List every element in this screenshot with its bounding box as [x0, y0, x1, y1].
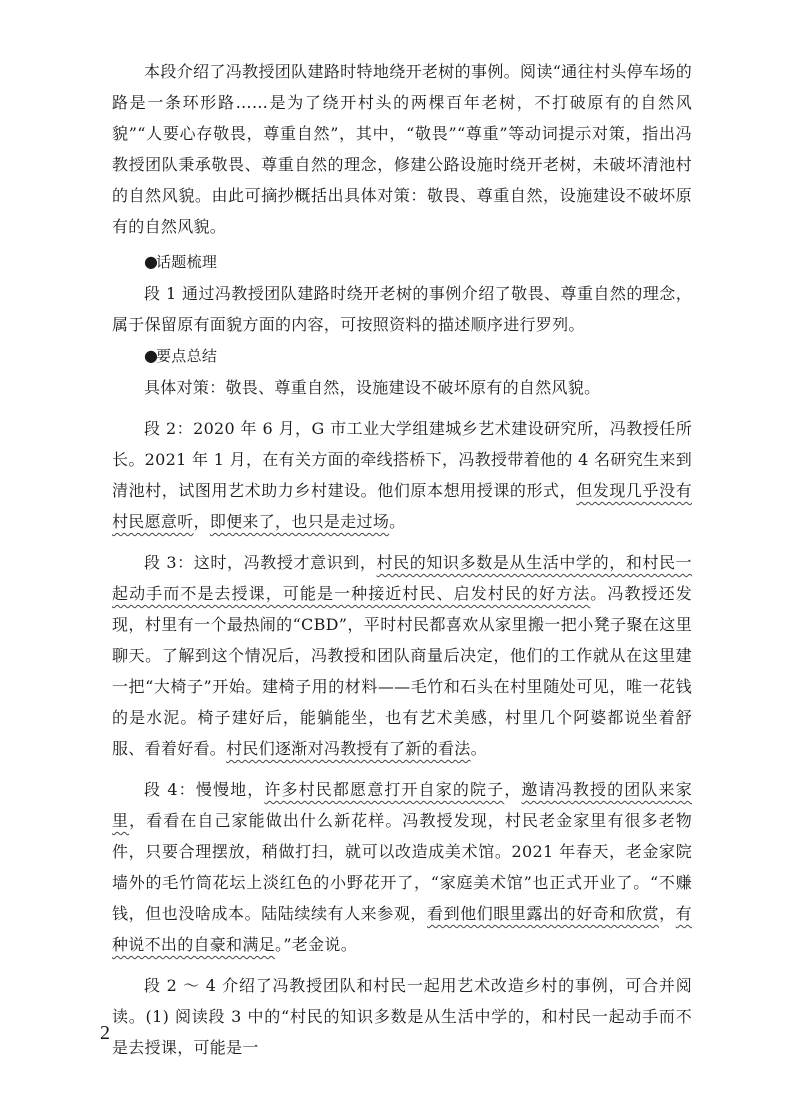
analysis-paragraph-1: 本段介绍了冯教授团队建路时特地绕开老树的事例。阅读“通往村头停车场的路是一条环形路……是为了绕开村头的两棵百年老树，不打破原有的自然风貌”“人要心存敬畏，尊重自然”，其中，“敬畏”“尊重”等动词提示对策，指出冯教授团队秉承敬畏、尊重自然的理念，修建公路设施时绕开老树，未破坏清池村的自然风貌。由此可摘抄概括出具体对策：敬畏、尊重自然，设施建设不破坏原有的自然风貌。 [112, 62, 692, 236]
topic-paragraph: 段 1 通过冯教授团队建路时绕开老树的事例介绍了敬畏、尊重自然的理念，属于保留原有面貌方面的内容，可按照资料的描述顺序进行罗列。 [112, 284, 692, 334]
topic-heading [112, 246, 692, 278]
source-paragraph-4: 段 4：慢慢地，许多村民都愿意打开自家的院子，邀请冯教授的团队来家里，看看在自己家能做出什么新花样。冯教授发现，村民老金家里有很多老物件，只要合理摆放，稍做打扫，就可以改造成美术馆。2021 年春天，老金家院墙外的毛竹筒花坛上淡红色的小野花开了，“家庭美术馆”也正式开业了。“不赚钱，但也没啥成本。陆陆续续有人来参观，看到他们眼里露出的好奇和欣赏，有种说不出的自豪和满足。”老金说。 [112, 780, 693, 954]
underlined-text: 邀请冯教授的团队来家里 [112, 780, 692, 830]
bullet-dot-icon: ● [144, 346, 159, 365]
underlined-text: 许多村民都愿意打开自家的院子 [264, 780, 505, 799]
summary-heading [112, 340, 692, 372]
analysis-paragraph-2: 段 2 ～ 4 介绍了冯教授团队和村民一起用艺术改造乡村的事例，可合并阅读。(1) 阅读段 3 中的“村民的知识多数是从生活中学的，和村民一起动手而不是去授课，可能是一 [112, 976, 692, 1057]
underlined-text: 但发现几乎没有村民愿意听 [112, 481, 692, 531]
source-paragraph-3: 段 3：这时，冯教授才意识到，村民的知识多数是从生活中学的，和村民一起动手而不是去授课，可能是一种接近村民、启发村民的好方法。冯教授还发现，村里有一个最热闹的“CBD”，平时村民都喜欢从家里搬一把小凳子聚在这里聊天。了解到这个情况后，冯教授和团队商量后决定，他们的工作就从在这里建一把“大椅子”开始。建椅子用的材料——毛竹和石头在村里随处可见，唯一花钱的是水泥。椅子建好后，能躺能坐，也有艺术美感，村里几个阿婆都说坐着舒服、看着好看。村民们逐渐对冯教授有了新的看法。 [112, 553, 692, 758]
page-number: 2 [100, 1022, 110, 1044]
source-paragraph-2: 段 2：2020 年 6 月，G 市工业大学组建城乡艺术建设研究所，冯教授任所长。2021 年 1 月，在有关方面的牵线搭桥下，冯教授带着他的 4 名研究生来到清池村，试图用艺术助力乡村建设。他们原本想用授课的形式，但发现几乎没有村民愿意听，即便来了，也只是走过场。 [112, 419, 692, 531]
underlined-text: 即便来了，也只是走过场 [209, 512, 390, 531]
underlined-text: 看到他们眼里露出的好奇和欣赏 [427, 904, 660, 923]
document-body [112, 56, 692, 1063]
topic-heading-text: 话题梳理 [156, 253, 218, 271]
underlined-text: 有种说不出的自豪和满足 [112, 904, 693, 954]
underlined-text: 村民的知识多数是从生活中学的，和村民一起动手而不是去授课，可能是一种接近村民、启发村民的好方法 [112, 553, 692, 603]
summary-paragraph: 具体对策：敬畏、尊重自然，设施建设不破坏原有的自然风貌。 [144, 378, 601, 397]
summary-heading-text: 要点总结 [156, 347, 218, 365]
underlined-text: 村民们逐渐对冯教授有了新的看法 [226, 739, 471, 758]
bullet-dot-icon: ● [144, 252, 159, 271]
